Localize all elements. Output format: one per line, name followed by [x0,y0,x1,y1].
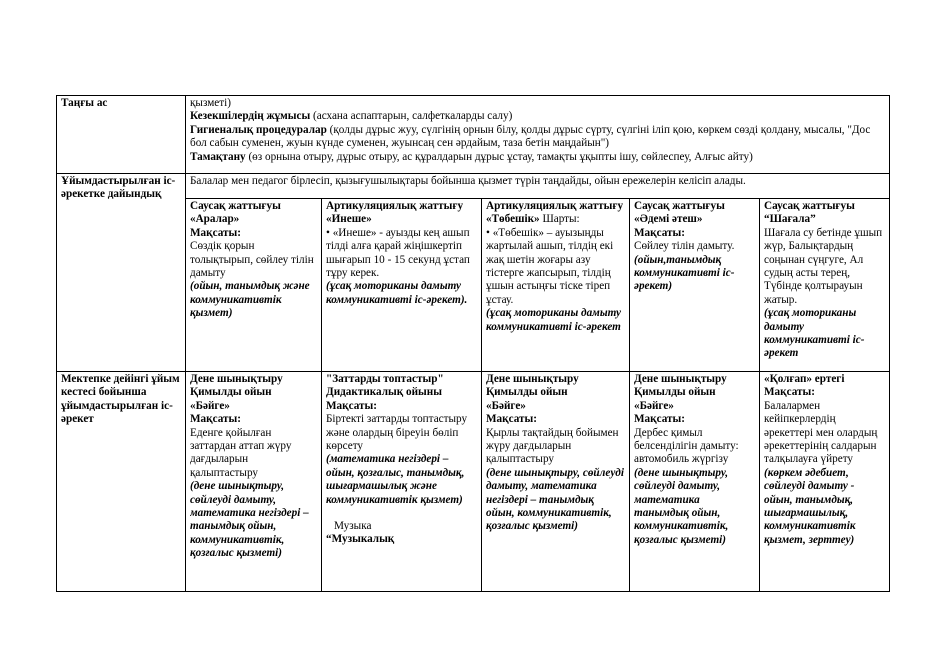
schedule-cell [186,372,322,592]
breakfast-line-heading: Тамақтану [190,150,246,163]
game-title-condition: Шарты: [539,213,580,226]
game-title: «Әдемі әтеш» [634,213,703,226]
schedule-cell [482,372,630,592]
activity-title: Дене шынықтыру [634,373,727,385]
goal-label: Мақсаты: [634,226,685,239]
activity-tags: (дене шынықтыру, сөйлеуді дамыту, математика негіздері – танымдық ойын, коммуникативтік, қозғалыс қызметі) [486,466,624,533]
game-body: Сөздік қорын толықтырып, сөйлеу тілін дамыту [190,240,314,280]
activity-tags: (көркем әдебиет, сөйлеуді дамыту - ойын, танымдық, шығармашылық, коммуникативтік қызмет, зерттеу) [764,466,856,546]
game-title: Артикуляциялық жаттығу [326,200,464,212]
breakfast-line-heading: Гигиеналық процедуралар [190,123,327,136]
schedule-cell [322,372,482,592]
breakfast-line-text: (қолды дұрыс жуу, сүлгінің орнын білу, қолды дұрыс сүрту, сүлгіні іліп қою, көркем сөзді қолдану, мысалы, "Дос бол сабын суменен, жуын күнде суменен, жуынсаң сен әрдайым, таза бетін маңдайын") [190,123,871,150]
breakfast-line [190,97,885,110]
goal-label: Мақсаты: [634,413,685,426]
activity-title: "Заттарды топтастыр" [326,373,444,385]
activity-title: «Бәйге» [486,399,526,412]
row-label-schedule: Мектепке дейінгі ұйым кестесі бойынша ұйымдастырылған іс-әрекет [57,372,186,592]
row-org-preparation [57,174,890,199]
game-title: Саусақ жаттығуы [634,200,725,212]
schedule-cell-content [486,373,625,591]
row-schedule [57,372,890,592]
activity-title: Дене шынықтыру [190,373,283,385]
game-cell-content [764,200,885,371]
game-cell [630,199,760,372]
game-cell-content [634,200,755,371]
row-label-org-preparation: Ұйымдастырылған іс-әрекетке дайындық [57,174,186,372]
game-title-name: «Төбешік» [486,213,540,226]
goal-label: Мақсаты: [190,226,241,239]
activity-tags: (дене шынықтыру, сөйлеуді дамыту, математика негіздері – танымдық ойын, коммуникативтік, қозғалыс қызметі) [190,480,309,560]
game-title: Саусақ жаттығуы [764,200,855,212]
activity-title: Дидактикалық ойыны [326,386,442,399]
game-title: «Аралар» [190,213,240,226]
goal-label: Мақсаты: [764,386,815,399]
game-cell-content [486,200,625,371]
schedule-cell [630,372,760,592]
game-tags: (ұсақ моториканы дамыту коммуникативті іс-әрекет). [326,280,468,306]
game-title: «Инеше» [326,213,372,226]
breakfast-line-text: қызметі) [190,97,231,109]
activity-title: «Бәйге» [634,399,674,412]
breakfast-line [190,124,885,151]
activity-body: Қырлы тақтайдың бойымен жүру дағдыларын қалыптастыру [486,426,619,466]
music-line: “Музыкалық [326,533,395,546]
row-label-breakfast: Таңғы ас [57,96,186,174]
org-preparation-text: Балалар мен педагог бірлесіп, қызығушылықтары бойынша қызмет түрін таңдайды, ойын ережелерін келісіп алады. [186,174,890,199]
activity-body: Еденге қойылған заттардан аттап жүру дағдыларын қалыптастыру [190,426,292,479]
game-title-extra [486,213,625,226]
game-tags: (ұсақ моториканы дамыту коммуникативті іс-әрекет [486,307,621,333]
music-title: Музыка [334,520,372,533]
activity-title: «Бәйге» [190,399,230,412]
activity-tags: (математика негіздері – ойын, қозғалыс, танымдық, шығармашылық және коммуникативтік қызмет) [326,453,465,506]
breakfast-line-text: (өз орнына отыру, дұрыс отыру, ас құралдарын дұрыс ұстау, тамақты ұқыпты ішу, сөйлеспеу, Алғыс айту) [245,150,753,163]
activity-title: «Қолғап» ертегі [764,373,845,385]
schedule-cell-content [326,373,477,591]
game-cell-content [326,200,477,371]
game-body: Шағала су бетінде ұшып жүр, Балықтардың соңынан сүңгуге, Ал судың асты терең, Түбінде қолтырауын жатыр. [764,226,883,306]
schedule-cell-content [190,373,317,591]
activity-title: Қимылды ойын [190,386,272,399]
activity-body: Біртекті заттарды топтастыру және олардың біреуін бөліп көрсету [326,413,468,453]
activity-title: Қимылды ойын [486,386,568,399]
goal-label: Мақсаты: [486,413,537,426]
activity-body: Дербес қимыл белсенділігін дамыту: автомобиль жүргізу [634,426,739,466]
breakfast-content [186,96,890,174]
game-cell [760,199,890,372]
breakfast-line [190,151,885,164]
game-title: Артикуляциялық жаттығу [486,200,624,212]
game-cell [186,199,322,372]
game-body: • «Төбешік» – ауызыңды жартылай ашып, тілдің екі жақ шетін жоғары азу тістерге жапсырып, тілдің ұшын астыңғы тіске тіреп ұстау. [486,226,614,306]
game-tags: (ойын,танымдық коммуникативті іс-әрекет) [634,253,735,293]
game-cell [482,199,630,372]
activity-title: Дене шынықтыру [486,373,579,385]
schedule-cell-content [634,373,755,591]
breakfast-line-heading: Кезекшілердің жұмысы [190,110,311,123]
activity-tags: (дене шынықтыру, сөйлеуді дамыту, математика танымдық ойын, коммуникативтік, қозғалыс қызметі) [634,466,729,546]
schedule-cell [760,372,890,592]
goal-label: Мақсаты: [326,399,377,412]
breakfast-line [190,110,885,123]
game-tags: (ойын, танымдық және коммуникативтік қызмет) [190,280,310,320]
game-cell [322,199,482,372]
spacer [326,507,477,520]
game-title: “Шағала” [764,213,816,226]
row-breakfast [57,96,890,174]
activity-body: Балалармен кейіпкерлердің әрекеттері мен олардың әрекеттерінің салдарын талқылауға үйрету [764,399,878,466]
schedule-cell-content [764,373,885,591]
goal-label: Мақсаты: [190,413,241,426]
daily-plan-table [56,95,890,592]
activity-title: Қимылды ойын [634,386,716,399]
game-tags: (ұсақ моториканы дамыту коммуникативті іс-әрекет [764,307,865,360]
game-cell-content [190,200,317,371]
game-body: Сөйлеу тілін дамыту. [634,240,735,253]
breakfast-line-text: (асхана аспаптарын, салфеткаларды салу) [310,110,513,123]
game-body: • «Инеше» - ауызды кең ашып тілді алға қарай жіңішкертіп шығарып 10 - 15 секунд ұстап тұру керек. [326,226,470,280]
game-title: Саусақ жаттығуы [190,200,281,212]
